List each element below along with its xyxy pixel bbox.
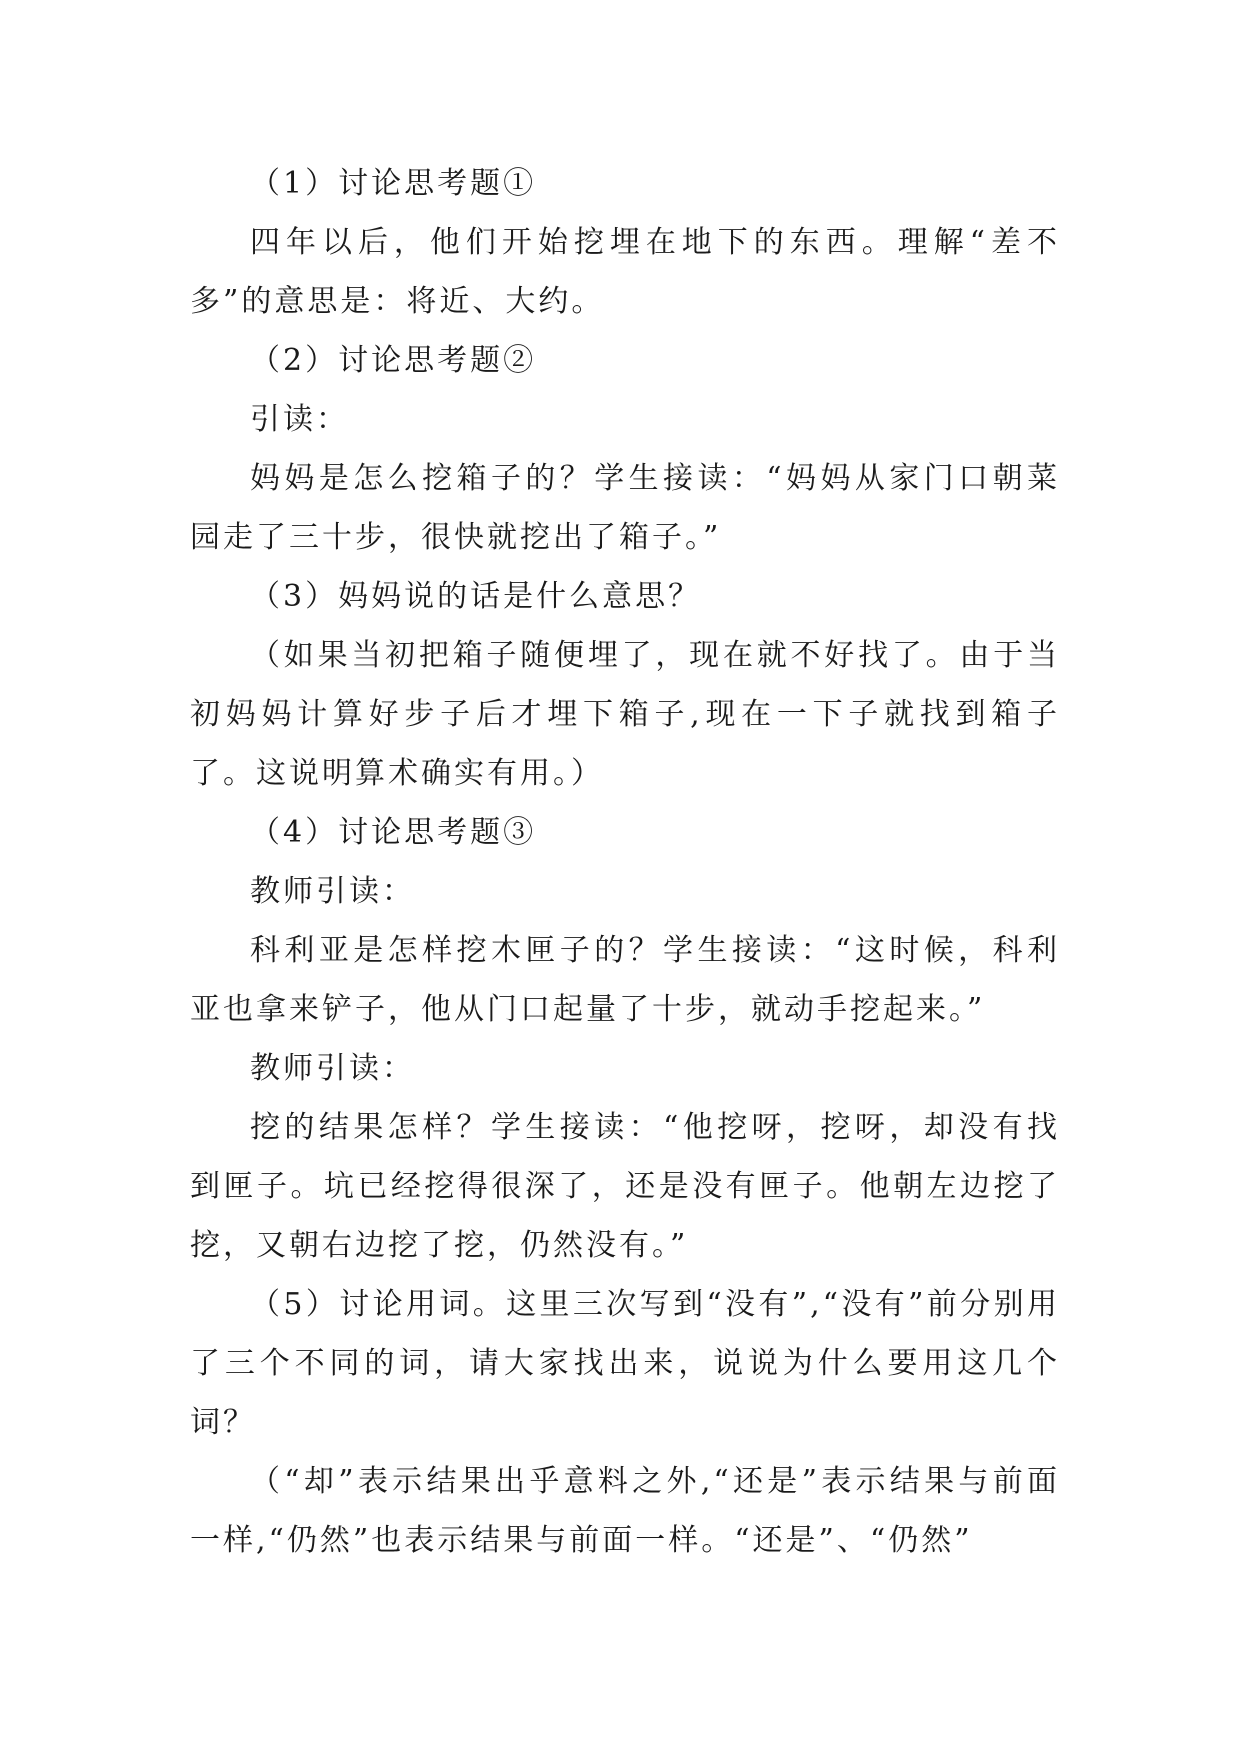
paragraph-word-explanation: （“却”表示结果出乎意料之外,“还是”表示结果与前面一样,“仍然”也表示结果与前面一样。“还是”、“仍然”: [190, 1464, 1060, 1558]
paragraph-guided-reading-1: 引读：: [250, 402, 349, 437]
paragraph-discussion-5-wording: （5）讨论用词。这里三次写到“没有”,“没有”前分别用了三个不同的词，请大家找出来，说说为什么要用这几个词？: [190, 1287, 1060, 1440]
paragraph-discussion-3-heading: （3）妈妈说的话是什么意思？: [250, 579, 702, 614]
paragraph-discussion-4-heading: （4）讨论思考题③: [250, 815, 537, 850]
paragraph-kolya-digging: 科利亚是怎样挖木匣子的？学生接读：“这时候，科利亚也拿来铲子，他从门口起量了十步，就动手挖起来。”: [190, 933, 1060, 1027]
document-page: [190, 154, 1060, 1570]
paragraph-teacher-reading-1: 教师引读：: [250, 874, 415, 909]
paragraph-discussion-2-heading: （2）讨论思考题②: [250, 343, 537, 378]
paragraph-discussion-1-heading: （1）讨论思考题①: [250, 166, 537, 201]
paragraph-digging-result: 挖的结果怎样？学生接读：“他挖呀，挖呀，却没有找到匣子。坑已经挖得很深了，还是没有匣子。他朝左边挖了挖，又朝右边挖了挖，仍然没有。”: [190, 1110, 1060, 1263]
paragraph-four-years-later: 四年以后，他们开始挖埋在地下的东西。理解“差不多”的意思是：将近、大约。: [190, 225, 1060, 319]
paragraph-teacher-reading-2: 教师引读：: [250, 1051, 415, 1086]
paragraph-explanation-arithmetic: （如果当初把箱子随便埋了，现在就不好找了。由于当初妈妈计算好步子后才埋下箱子,现在一下子就找到箱子了。这说明算术确实有用。）: [190, 638, 1060, 791]
paragraph-mother-digging: 妈妈是怎么挖箱子的？学生接读：“妈妈从家门口朝菜园走了三十步，很快就挖出了箱子。”: [190, 461, 1060, 555]
